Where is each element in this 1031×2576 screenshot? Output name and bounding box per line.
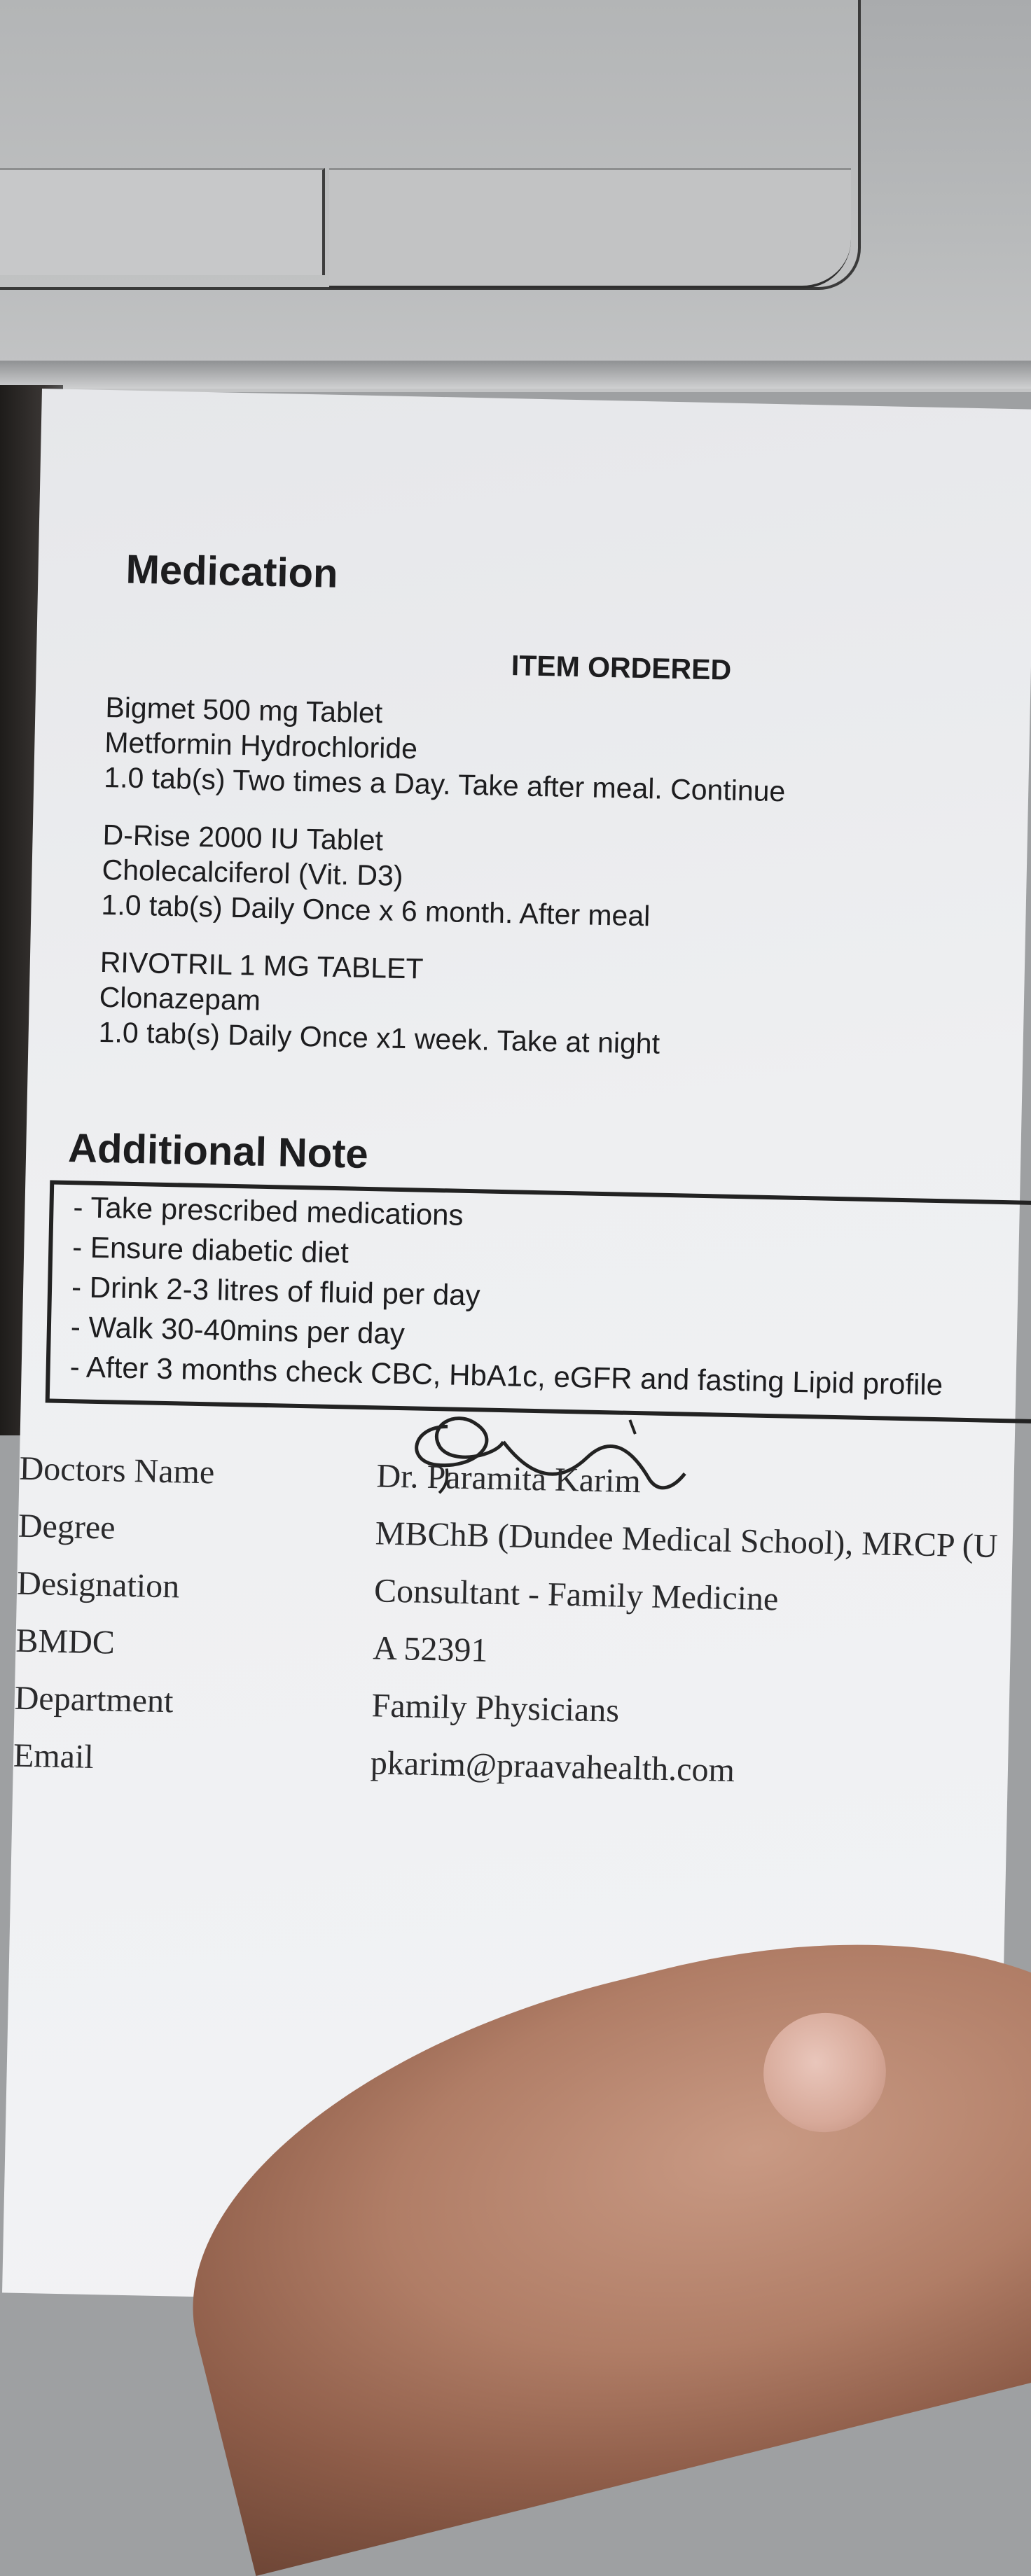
doctor-name-value: Dr. Paramita Karim <box>376 1457 642 1501</box>
degree-label: Degree <box>18 1507 116 1547</box>
email-label: Email <box>13 1736 95 1776</box>
note-line: - Drink 2-3 litres of fluid per day <box>71 1270 481 1312</box>
note-line: - Take prescribed medications <box>73 1190 464 1232</box>
note-line: - Walk 30-40mins per day <box>70 1310 406 1351</box>
med-3-name: RIVOTRIL 1 MG TABLET <box>99 945 424 985</box>
department-value: Family Physicians <box>371 1687 620 1729</box>
med-3-dose: 1.0 tab(s) Daily Once x1 week. Take at night <box>98 1015 660 1060</box>
degree-value: MBChB (Dundee Medical School), MRCP (U <box>375 1515 999 1565</box>
trackpad-right-button <box>329 168 851 288</box>
med-1-dose: 1.0 tab(s) Two times a Day. Take after meal. Continue <box>103 760 786 808</box>
med-1-generic: Metformin Hydrochloride <box>104 725 418 765</box>
designation-label: Designation <box>16 1564 180 1606</box>
item-ordered-header: ITEM ORDERED <box>511 649 732 686</box>
med-2-generic: Cholecalciferol (Vit. D3) <box>102 853 403 892</box>
additional-note-box <box>46 1180 1031 1423</box>
designation-value: Consultant - Family Medicine <box>373 1572 779 1618</box>
bmdc-value: A 52391 <box>372 1629 488 1669</box>
note-line: - After 3 months check CBC, HbA1c, eGFR and fasting Lipid profile <box>69 1350 943 1402</box>
laptop-body <box>0 0 1031 392</box>
medication-heading: Medication <box>125 546 339 597</box>
trackpad-left-button <box>0 168 325 275</box>
med-2-name: D-Rise 2000 IU Tablet <box>102 818 384 857</box>
note-line: - Ensure diabetic diet <box>71 1230 350 1269</box>
bmdc-label: BMDC <box>15 1622 116 1662</box>
additional-note-heading: Additional Note <box>67 1125 369 1177</box>
email-value: pkarim@praavahealth.com <box>370 1744 735 1790</box>
laptop-edge <box>0 361 1031 389</box>
med-2-dose: 1.0 tab(s) Daily Once x 6 month. After meal <box>101 888 651 933</box>
med-3-generic: Clonazepam <box>99 980 261 1017</box>
doctor-name-label: Doctors Name <box>19 1449 215 1491</box>
med-1-name: Bigmet 500 mg Tablet <box>105 690 383 730</box>
department-label: Department <box>14 1679 174 1720</box>
